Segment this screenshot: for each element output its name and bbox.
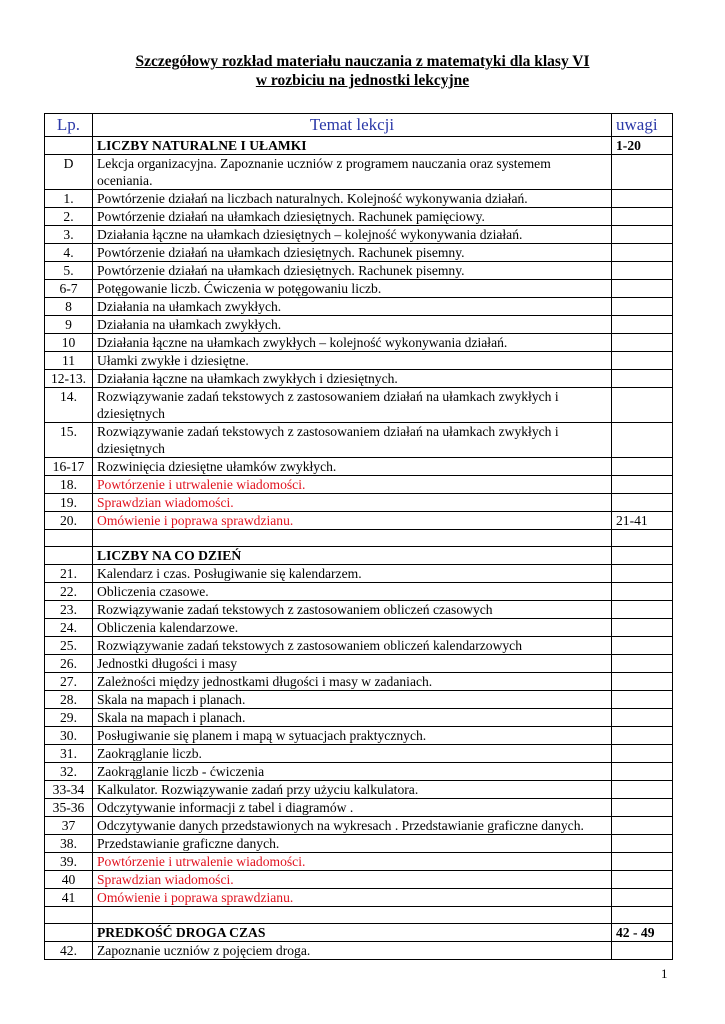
table-row <box>45 334 673 352</box>
lesson-topic-cell: Rozwiązywanie zadań tekstowych z zastosowaniem działań na ułamkach zwykłych i dziesiętnych <box>93 423 612 458</box>
lesson-number-cell: 22. <box>45 583 93 601</box>
lesson-number-cell: 1. <box>45 190 93 208</box>
remarks-cell <box>612 547 673 565</box>
remarks-cell <box>612 423 673 458</box>
lesson-number-cell <box>45 547 93 565</box>
table-row <box>45 458 673 476</box>
lesson-number-cell: 16-17 <box>45 458 93 476</box>
lesson-topic-cell: Działania na ułamkach zwykłych. <box>93 298 612 316</box>
lesson-topic-cell: Zaokrąglanie liczb. <box>93 745 612 763</box>
lesson-topic-cell: Jednostki długości i masy <box>93 655 612 673</box>
table-row <box>45 889 673 907</box>
lesson-topic-cell: Sprawdzian wiadomości. <box>93 871 612 889</box>
lesson-topic-cell: Skala na mapach i planach. <box>93 709 612 727</box>
blank-row <box>45 530 673 547</box>
table-row <box>45 745 673 763</box>
lesson-number-cell: 24. <box>45 619 93 637</box>
lesson-number-cell: 26. <box>45 655 93 673</box>
table-row <box>45 691 673 709</box>
table-row <box>45 512 673 530</box>
lesson-topic-cell: Powtórzenie i utrwalenie wiadomości. <box>93 853 612 871</box>
lesson-number-cell: 35-36 <box>45 799 93 817</box>
remarks-cell <box>612 853 673 871</box>
remarks-cell <box>612 799 673 817</box>
remarks-cell <box>612 226 673 244</box>
table-row <box>45 208 673 226</box>
lesson-number-cell <box>45 137 93 155</box>
table-row <box>45 655 673 673</box>
table-row <box>45 155 673 190</box>
lesson-topic-cell: Rozwiązywanie zadań tekstowych z zastosowaniem obliczeń czasowych <box>93 601 612 619</box>
lesson-topic-cell: Działania łączne na ułamkach zwykłych – kolejność wykonywania działań. <box>93 334 612 352</box>
remarks-cell <box>612 673 673 691</box>
table-row <box>45 871 673 889</box>
lesson-number-cell: 15. <box>45 423 93 458</box>
remarks-cell <box>612 155 673 190</box>
remarks-cell <box>612 565 673 583</box>
table-row <box>45 370 673 388</box>
lesson-topic-cell: Potęgowanie liczb. Ćwiczenia w potęgowaniu liczb. <box>93 280 612 298</box>
table-row <box>45 476 673 494</box>
lesson-topic-cell: Obliczenia czasowe. <box>93 583 612 601</box>
lesson-number-cell: 9 <box>45 316 93 334</box>
lesson-topic-cell: Omówienie i poprawa sprawdzianu. <box>93 512 612 530</box>
lesson-topic-cell <box>93 907 612 924</box>
remarks-cell <box>612 655 673 673</box>
lesson-number-cell: 42. <box>45 942 93 960</box>
remarks-cell <box>612 352 673 370</box>
lesson-number-cell: 23. <box>45 601 93 619</box>
table-row <box>45 727 673 745</box>
lesson-number-cell <box>45 530 93 547</box>
lesson-topic-cell: Powtórzenie działań na ułamkach dziesiętnych. Rachunek pisemny. <box>93 262 612 280</box>
table-row <box>45 316 673 334</box>
lesson-number-cell: 30. <box>45 727 93 745</box>
remarks-cell <box>612 781 673 799</box>
lesson-number-cell: 31. <box>45 745 93 763</box>
lesson-topic-cell: Działania na ułamkach zwykłych. <box>93 316 612 334</box>
lesson-number-cell: 40 <box>45 871 93 889</box>
remarks-cell <box>612 727 673 745</box>
table-header-row <box>45 114 673 137</box>
remarks-cell <box>612 942 673 960</box>
remarks-cell <box>612 334 673 352</box>
table-row <box>45 637 673 655</box>
lesson-number-cell: 10 <box>45 334 93 352</box>
lesson-topic-cell: Działania łączne na ułamkach dziesiętnych – kolejność wykonywania działań. <box>93 226 612 244</box>
lesson-number-cell: 27. <box>45 673 93 691</box>
table-row <box>45 298 673 316</box>
lesson-number-cell: 37 <box>45 817 93 835</box>
lesson-number-cell: 41 <box>45 889 93 907</box>
lesson-number-cell: 19. <box>45 494 93 512</box>
remarks-cell <box>612 835 673 853</box>
remarks-cell: 42 - 49 <box>612 924 673 942</box>
remarks-cell <box>612 262 673 280</box>
page-number: 1 <box>661 966 668 981</box>
lesson-topic-cell: Zaokrąglanie liczb - ćwiczenia <box>93 763 612 781</box>
lesson-number-cell: 3. <box>45 226 93 244</box>
lesson-topic-cell: Kalendarz i czas. Posługiwanie się kalendarzem. <box>93 565 612 583</box>
lesson-topic-cell: Zależności między jednostkami długości i masy w zadaniach. <box>93 673 612 691</box>
lesson-number-cell: 6-7 <box>45 280 93 298</box>
lesson-topic-cell: Obliczenia kalendarzowe. <box>93 619 612 637</box>
lesson-number-cell: 32. <box>45 763 93 781</box>
remarks-cell <box>612 601 673 619</box>
lesson-topic-cell: Posługiwanie się planem i mapą w sytuacjach praktycznych. <box>93 727 612 745</box>
table-row <box>45 583 673 601</box>
table-row <box>45 244 673 262</box>
lesson-number-cell: 38. <box>45 835 93 853</box>
table-row <box>45 709 673 727</box>
blank-row <box>45 907 673 924</box>
lesson-number-cell: 33-34 <box>45 781 93 799</box>
table-row <box>45 942 673 960</box>
table-row <box>45 619 673 637</box>
lesson-topic-cell: Powtórzenie działań na ułamkach dziesiętnych. Rachunek pisemny. <box>93 244 612 262</box>
table-row <box>45 565 673 583</box>
remarks-cell <box>612 871 673 889</box>
lesson-number-cell: 25. <box>45 637 93 655</box>
lesson-topic-cell: Lekcja organizacyjna. Zapoznanie uczniów z programem nauczania oraz systemem oceniania. <box>93 155 612 190</box>
remarks-cell <box>612 316 673 334</box>
table-row <box>45 190 673 208</box>
lesson-topic-cell: Sprawdzian wiadomości. <box>93 494 612 512</box>
lesson-topic-cell: Omówienie i poprawa sprawdzianu. <box>93 889 612 907</box>
lesson-topic-cell: PREDKOŚĆ DROGA CZAS <box>93 924 612 942</box>
table-row <box>45 352 673 370</box>
lesson-number-cell <box>45 924 93 942</box>
lesson-number-cell: 28. <box>45 691 93 709</box>
lesson-number-cell: 39. <box>45 853 93 871</box>
section-row <box>45 924 673 942</box>
table-row <box>45 601 673 619</box>
table-row <box>45 781 673 799</box>
lesson-number-cell: 18. <box>45 476 93 494</box>
header-lp: Lp. <box>45 114 93 137</box>
lesson-number-cell: 29. <box>45 709 93 727</box>
lesson-number-cell: 5. <box>45 262 93 280</box>
section-row <box>45 547 673 565</box>
remarks-cell: 1-20 <box>612 137 673 155</box>
lesson-topic-cell <box>93 530 612 547</box>
remarks-cell <box>612 476 673 494</box>
table-row <box>45 494 673 512</box>
remarks-cell <box>612 190 673 208</box>
table-row <box>45 388 673 423</box>
remarks-cell <box>612 298 673 316</box>
lesson-number-cell: 14. <box>45 388 93 423</box>
lesson-number-cell <box>45 907 93 924</box>
document-title <box>0 52 725 90</box>
header-remarks: uwagi <box>612 114 673 137</box>
remarks-cell <box>612 691 673 709</box>
remarks-cell <box>612 745 673 763</box>
lesson-number-cell: 11 <box>45 352 93 370</box>
remarks-cell <box>612 619 673 637</box>
table-row <box>45 673 673 691</box>
lesson-topic-cell: Rozwinięcia dziesiętne ułamków zwykłych. <box>93 458 612 476</box>
remarks-cell <box>612 637 673 655</box>
lesson-topic-cell: Zapoznanie uczniów z pojęciem droga. <box>93 942 612 960</box>
lesson-number-cell: D <box>45 155 93 190</box>
remarks-cell <box>612 208 673 226</box>
lesson-topic-cell: LICZBY NATURALNE I UŁAMKI <box>93 137 612 155</box>
remarks-cell <box>612 244 673 262</box>
lesson-topic-cell: Działania łączne na ułamkach zwykłych i dziesiętnych. <box>93 370 612 388</box>
lesson-topic-cell: Odczytywanie danych przedstawionych na wykresach . Przedstawianie graficzne danych. <box>93 817 612 835</box>
table-row <box>45 799 673 817</box>
remarks-cell <box>612 817 673 835</box>
remarks-cell <box>612 583 673 601</box>
lesson-topic-cell: Rozwiązywanie zadań tekstowych z zastosowaniem obliczeń kalendarzowych <box>93 637 612 655</box>
lesson-topic-cell: Odczytywanie informacji z tabel i diagramów . <box>93 799 612 817</box>
remarks-cell <box>612 709 673 727</box>
remarks-cell: 21-41 <box>612 512 673 530</box>
remarks-cell <box>612 458 673 476</box>
table-row <box>45 817 673 835</box>
lesson-topic-cell: Skala na mapach i planach. <box>93 691 612 709</box>
lesson-topic-cell: Rozwiązywanie zadań tekstowych z zastosowaniem działań na ułamkach zwykłych i dziesiętnych <box>93 388 612 423</box>
lesson-topic-cell: Powtórzenie działań na ułamkach dziesiętnych. Rachunek pamięciowy. <box>93 208 612 226</box>
lesson-topic-cell: Powtórzenie działań na liczbach naturalnych. Kolejność wykonywania działań. <box>93 190 612 208</box>
remarks-cell <box>612 530 673 547</box>
lesson-topic-cell: Przedstawianie graficzne danych. <box>93 835 612 853</box>
remarks-cell <box>612 388 673 423</box>
title-line-2: w rozbiciu na jednostki lekcyjne <box>255 72 470 89</box>
table-row <box>45 280 673 298</box>
lesson-topic-cell: Kalkulator. Rozwiązywanie zadań przy użyciu kalkulatora. <box>93 781 612 799</box>
table-row <box>45 423 673 458</box>
lesson-number-cell: 2. <box>45 208 93 226</box>
table-row <box>45 835 673 853</box>
remarks-cell <box>612 494 673 512</box>
lesson-number-cell: 8 <box>45 298 93 316</box>
table-row <box>45 763 673 781</box>
section-row <box>45 137 673 155</box>
remarks-cell <box>612 907 673 924</box>
table-row <box>45 226 673 244</box>
lesson-plan-table <box>44 113 673 960</box>
remarks-cell <box>612 889 673 907</box>
lesson-topic-cell: Powtórzenie i utrwalenie wiadomości. <box>93 476 612 494</box>
lesson-number-cell: 12-13. <box>45 370 93 388</box>
title-line-1: Szczegółowy rozkład materiału nauczania z matematyki dla klasy VI <box>135 53 590 70</box>
header-topic: Temat lekcji <box>93 114 612 137</box>
lesson-number-cell: 21. <box>45 565 93 583</box>
lesson-topic-cell: LICZBY NA CO DZIEŃ <box>93 547 612 565</box>
table-row <box>45 853 673 871</box>
remarks-cell <box>612 370 673 388</box>
remarks-cell <box>612 280 673 298</box>
lesson-number-cell: 20. <box>45 512 93 530</box>
lesson-topic-cell: Ułamki zwykłe i dziesiętne. <box>93 352 612 370</box>
table-row <box>45 262 673 280</box>
lesson-number-cell: 4. <box>45 244 93 262</box>
remarks-cell <box>612 763 673 781</box>
